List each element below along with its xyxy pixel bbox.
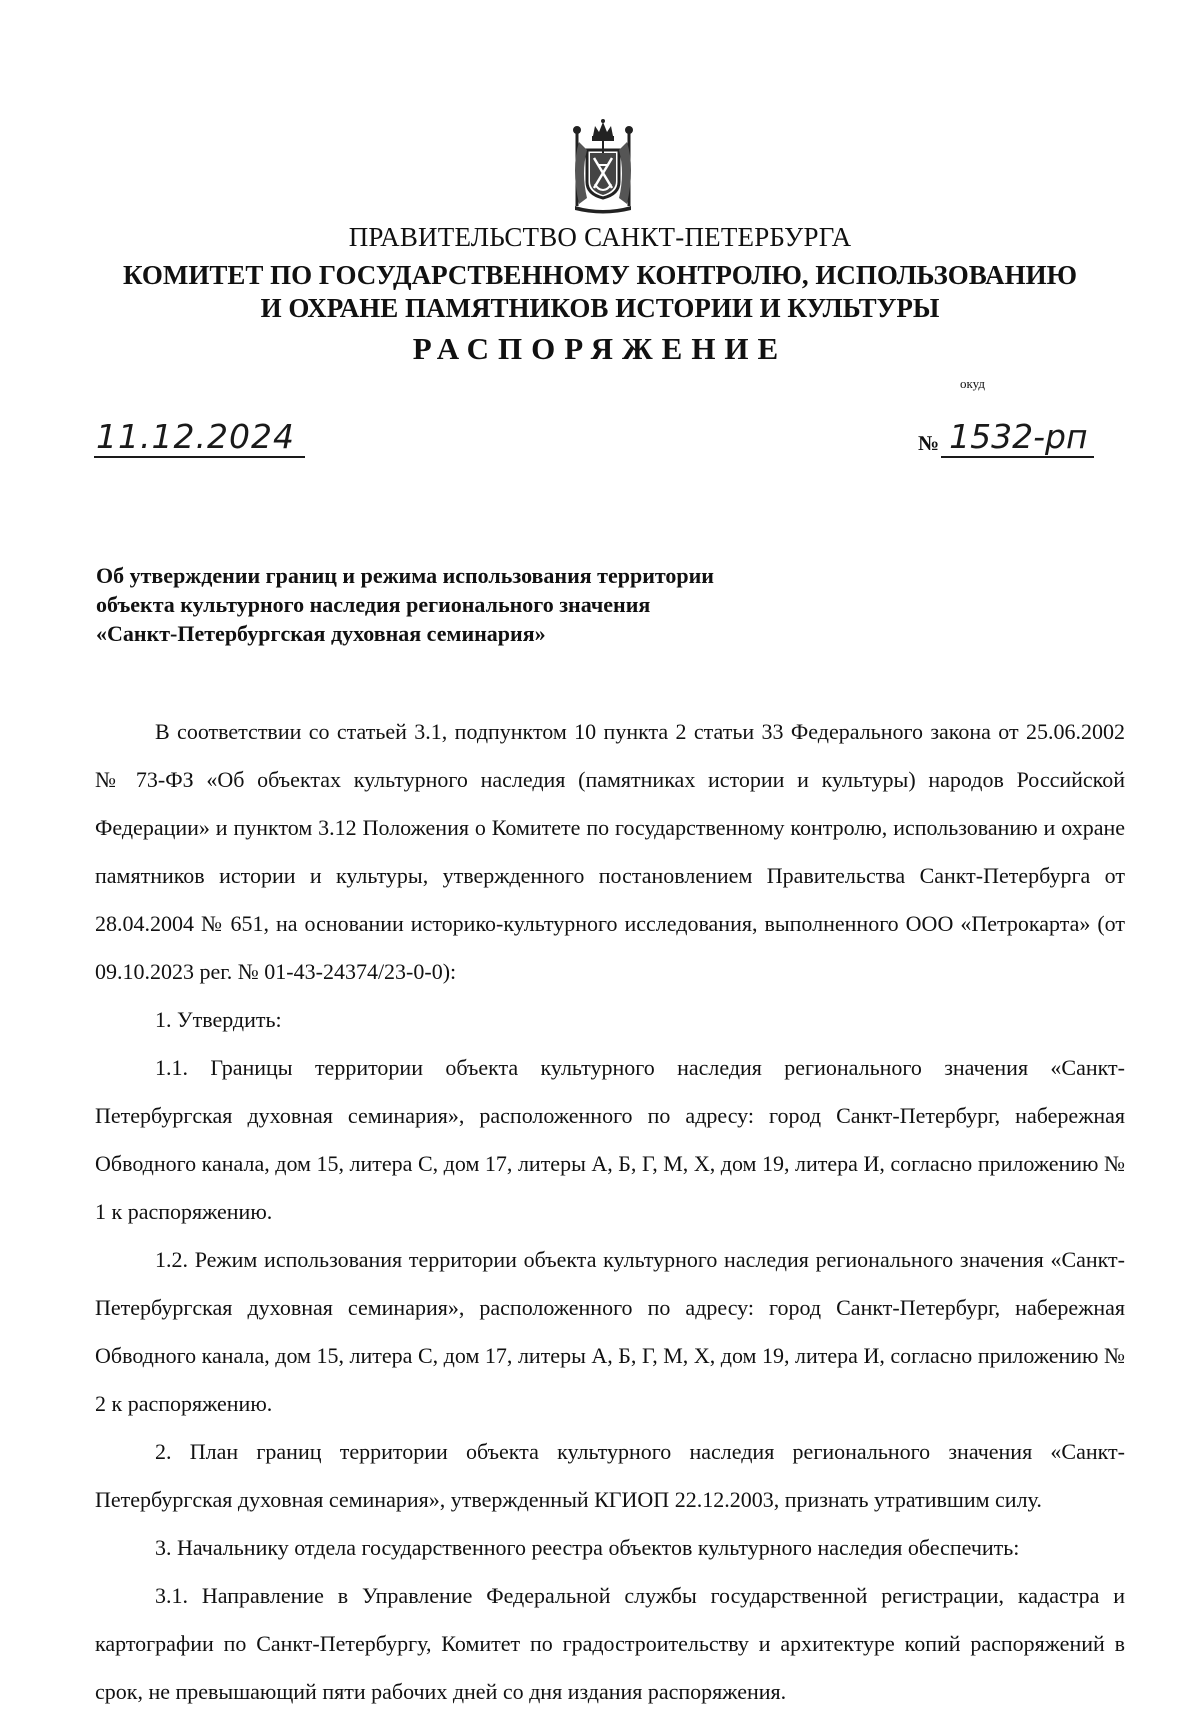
committee-name — [0, 259, 1200, 325]
subject-line-1: Об утверждении границ и режима использования территории — [96, 563, 714, 588]
committee-name-line-2: И ОХРАНЕ ПАМЯТНИКОВ ИСТОРИИ И КУЛЬТУРЫ — [260, 293, 940, 323]
document-number: 1532-рп — [941, 418, 1093, 458]
document-date: 11.12.2024 — [94, 418, 305, 458]
document-number-block — [918, 418, 1094, 458]
subject-line-3: «Санкт-Петербургская духовная семинария» — [96, 621, 546, 646]
number-sign: № — [918, 431, 940, 455]
st-petersburg-coat-of-arms-icon — [565, 118, 641, 214]
paragraph-item-1: 1. Утвердить: — [155, 1007, 282, 1032]
okud-label: окуд — [960, 376, 985, 391]
document-subject — [96, 561, 714, 648]
paragraph-item-3: 3. Начальнику отдела государственного реестра объектов культурного наследия обеспечить: — [155, 1535, 1020, 1560]
paragraph-preamble: В соответствии со статьей 3.1, подпунктом 10 пункта 2 статьи 33 Федерального закона от 25.06.2002 № 73-ФЗ «Об объектах культурного наследия (памятниках истории и культуры) народов Российской Федерации» и пунктом 3.12 Положения о Комитете по государственному контролю, использованию и охране памятников истории и культуры, утвержденного постановлением Правительства Санкт-Петербурга от 28.04.2004 № 651, на основании историко-культурного исследования, выполненного ООО «Петрокарта» (от 09.10.2023 рег. № 01-43-24374/23-0-0): — [95, 719, 1125, 984]
paragraph-item-1-2: 1.2. Режим использования территории объекта культурного наследия регионального значения «Санкт-Петербургская духовная семинария», расположенного по адресу: город Санкт-Петербург, набережная Обводного канала, дом 15, литера С, дом 17, литеры А, Б, Г, М, Х, дом 19, литера И, согласно приложению № 2 к распоряжению. — [95, 1247, 1125, 1416]
paragraph-item-2: 2. План границ территории объекта культурного наследия регионального значения «Санкт-Петербургская духовная семинария», утвержденный КГИОП 22.12.2003, признать утратившим силу. — [95, 1439, 1125, 1512]
document-type-title: РАСПОРЯЖЕНИЕ — [412, 331, 788, 366]
paragraph-item-1-1: 1.1. Границы территории объекта культурного наследия регионального значения «Санкт-Петербургская духовная семинария», расположенного по адресу: город Санкт-Петербург, набережная Обводного канала, дом 15, литера С, дом 17, литеры А, Б, Г, М, Х, дом 19, литера И, согласно приложению № 1 к распоряжению. — [95, 1055, 1125, 1224]
government-name: ПРАВИТЕЛЬСТВО САНКТ-ПЕТЕРБУРГА — [348, 222, 852, 252]
committee-name-line-1: КОМИТЕТ ПО ГОСУДАРСТВЕННОМУ КОНТРОЛЮ, ИСПОЛЬЗОВАНИЮ — [123, 260, 1077, 290]
document-body — [95, 708, 1125, 1716]
paragraph-item-3-1: 3.1. Направление в Управление Федеральной службы государственной регистрации, кадастра и картографии по Санкт-Петербургу, Комитет по градостроительству и архитектуре копий распоряжений в срок, не превышающий пяти рабочих дней со дня издания распоряжения. — [95, 1583, 1125, 1704]
subject-line-2: объекта культурного наследия регионального значения — [96, 592, 651, 617]
